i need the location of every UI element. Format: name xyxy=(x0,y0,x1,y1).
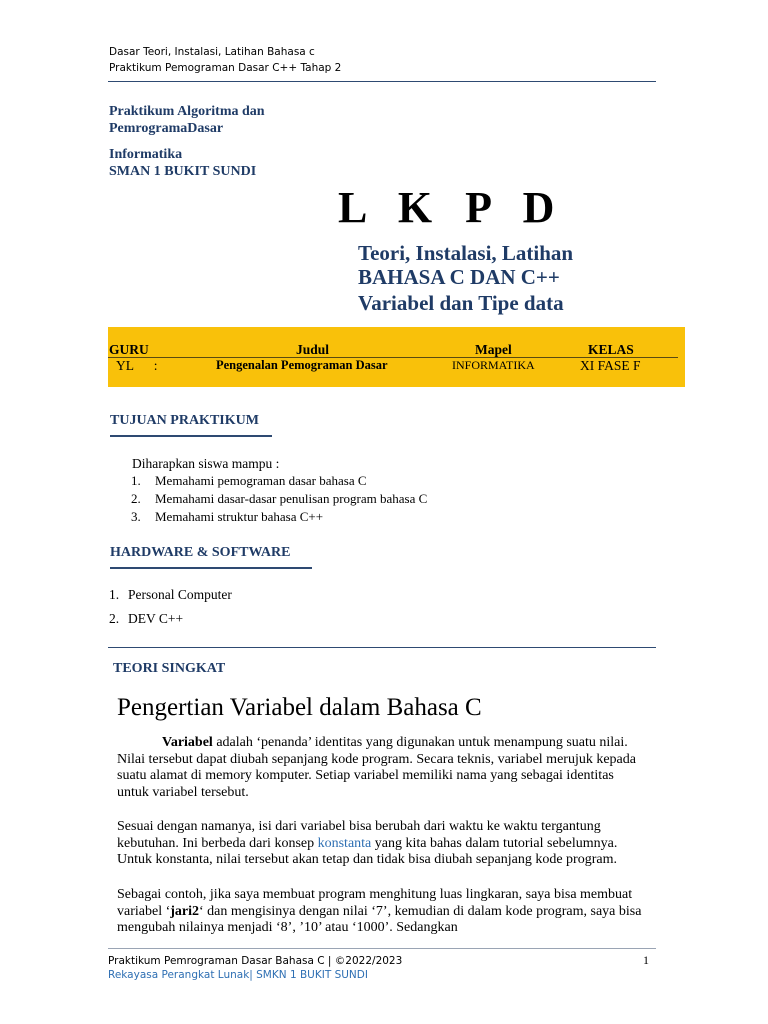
org-line-3: Informatika xyxy=(109,147,183,162)
info-header-guru: GURU xyxy=(109,342,149,357)
subtitle-line-2: BAHASA C DAN C++ xyxy=(358,265,560,289)
page-number: 1 xyxy=(643,953,649,967)
info-header-judul: Judul xyxy=(296,342,330,357)
paragraph-text: ‘ dan mengisinya dengan nilai ‘7’, kemudian di dalam kode program, saya bisa mengubah nilainya menjadi ‘8’, ’10’ atau ‘1000’. Sedangkan xyxy=(117,903,642,935)
teori-paragraph-3 xyxy=(117,887,647,937)
section-heading-hardware: HARDWARE & SOFTWARE xyxy=(110,545,291,560)
list-item-text: Memahami struktur bahasa C++ xyxy=(155,509,324,524)
konstanta-link[interactable]: konstanta xyxy=(317,835,372,851)
teori-paragraph-1 xyxy=(117,735,647,801)
term-variabel: Variabel xyxy=(162,735,213,750)
tujuan-intro: Diharapkan siswa mampu : xyxy=(132,456,280,471)
list-item xyxy=(131,509,531,525)
footer-line-2: Rekayasa Perangkat Lunak| SMKN 1 BUKIT SUNDI xyxy=(108,969,368,981)
list-item xyxy=(109,611,409,629)
term-jari2: jari2 xyxy=(170,903,200,919)
list-item xyxy=(131,491,531,507)
info-value-mapel: INFORMATIKA xyxy=(452,358,535,372)
document-title: L K P D xyxy=(338,183,566,232)
paragraph-text: Sesuai dengan namanya, isi dari variabel bisa berubah dari waktu ke waktu tergantung kebutuhan. Ini berbeda dari konsep xyxy=(117,819,601,851)
list-item-number: 1. xyxy=(109,587,120,602)
paragraph-text: Sebagai contoh, jika saya membuat program menghitung luas lingkaran, saya bisa membuat variabel ‘ xyxy=(117,887,633,919)
info-value-kelas: XI FASE F xyxy=(580,358,641,373)
footer-rule xyxy=(108,948,656,949)
list-item-text: Memahami dasar-dasar penulisan program bahasa C xyxy=(155,491,428,506)
org-line-1: Praktikum Algoritma dan xyxy=(109,104,265,119)
header-rule xyxy=(108,81,656,82)
list-item-number: 2. xyxy=(131,491,141,506)
list-item-number: 1. xyxy=(131,473,141,488)
header-line-2: Praktikum Pemograman Dasar C++ Tahap 2 xyxy=(109,62,342,74)
org-line-4: SMAN 1 BUKIT SUNDI xyxy=(109,164,257,179)
list-item-number: 2. xyxy=(109,611,120,626)
list-item-text: Memahami pemograman dasar bahasa C xyxy=(155,473,367,488)
list-item-text: Personal Computer xyxy=(128,587,232,602)
section-rule xyxy=(108,647,656,648)
footer-line-1: Praktikum Pemrograman Dasar Bahasa C | ©2022/2023 xyxy=(108,955,403,967)
header-line-1: Dasar Teori, Instalasi, Latihan Bahasa c xyxy=(109,46,315,58)
info-value-judul: Pengenalan Pemograman Dasar xyxy=(216,358,388,372)
section-heading-teori: TEORI SINGKAT xyxy=(113,661,226,676)
info-header-mapel: Mapel xyxy=(475,342,512,357)
subtitle-line-1: Teori, Instalasi, Latihan xyxy=(358,241,574,265)
org-line-2: PemrogramaDasar xyxy=(109,121,224,136)
teori-paragraph-2 xyxy=(117,819,647,869)
teori-title: Pengertian Variabel dalam Bahasa C xyxy=(117,694,482,721)
info-header-kelas: KELAS xyxy=(588,342,634,357)
paragraph-text: adalah ‘penanda’ identitas yang digunakan untuk menampung suatu nilai. Nilai tersebut dapat diubah sepanjang kode program. Secara teknis, variabel merujuk kepada suatu alamat di memory komputer. Setiap variabel memiliki nama yang sebagai identitas untuk variabel tersebut. xyxy=(117,735,636,800)
list-item-number: 3. xyxy=(131,509,141,524)
section-underline-hardware xyxy=(110,567,312,569)
subtitle-line-3: Variabel dan Tipe data xyxy=(358,291,564,315)
section-heading-tujuan: TUJUAN PRAKTIKUM xyxy=(110,413,259,428)
section-underline-tujuan xyxy=(110,435,272,437)
list-item-text: DEV C++ xyxy=(128,611,184,626)
list-item xyxy=(109,587,409,605)
info-value-guru: YL : xyxy=(116,358,158,373)
paragraph-text: yang kita bahas dalam tutorial sebelumnya. Untuk konstanta, nilai tersebut akan tetap dan tidak bisa diubah sepanjang kode program. xyxy=(117,835,618,867)
list-item xyxy=(131,473,531,489)
